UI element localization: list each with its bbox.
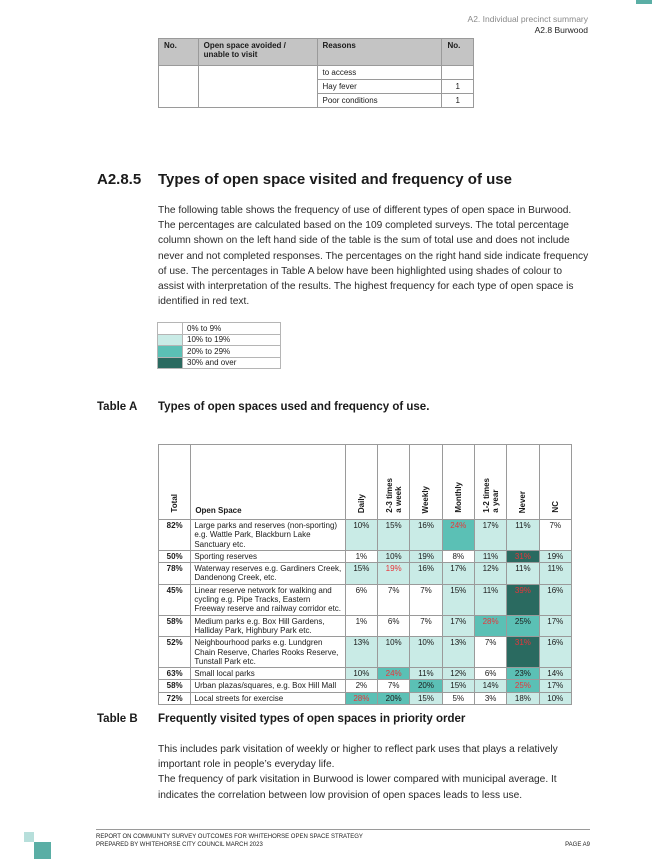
total-cell: 82%: [159, 520, 191, 551]
legend-label: 20% to 29%: [183, 346, 281, 358]
open-space-name: Large parks and reserves (non-sporting) e.g. Wattle Park, Blackburn Lake Sanctuary etc.: [191, 520, 345, 551]
frequency-cell: 11%: [507, 520, 539, 551]
frequency-cell: 15%: [442, 584, 474, 615]
col-header-open-space: Open space avoided / unable to visit: [198, 39, 317, 66]
avoided-open-space-table: [158, 38, 474, 108]
frequency-cell: 10%: [378, 637, 410, 668]
table-row: to access: [159, 66, 474, 80]
open-space-name: Medium parks e.g. Box Hill Gardens, Halliday Park, Highbury Park etc.: [191, 615, 345, 637]
frequency-cell: 7%: [474, 637, 506, 668]
col-header-open-space: Open Space: [191, 445, 345, 520]
legend-swatch: [158, 357, 183, 369]
total-cell: 58%: [159, 615, 191, 637]
table-row: [159, 550, 572, 562]
open-space-name: Small local parks: [191, 668, 345, 680]
col-header-total: Total: [159, 445, 191, 520]
frequency-cell: 20%: [410, 680, 442, 692]
col-header-never: Never: [507, 445, 539, 520]
frequency-cell: 16%: [410, 563, 442, 585]
frequency-cell: 25%: [507, 680, 539, 692]
frequency-cell: 17%: [474, 520, 506, 551]
frequency-cell: 15%: [410, 692, 442, 704]
frequency-cell: 17%: [539, 680, 571, 692]
legend-item: [158, 334, 281, 346]
legend-label: 30% and over: [183, 357, 281, 369]
legend-item: [158, 323, 281, 335]
table-header-row: [159, 445, 572, 520]
col-header-no: No.: [159, 39, 199, 66]
header-section: A2. Individual precinct summary: [467, 14, 588, 24]
footer-prepared-by: PREPARED BY WHITEHORSE CITY COUNCIL MARCH 2023: [96, 842, 263, 848]
total-cell: 45%: [159, 584, 191, 615]
table-row: [159, 637, 572, 668]
table-row: [159, 615, 572, 637]
frequency-cell: 39%: [507, 584, 539, 615]
frequency-of-use-table: [158, 444, 572, 705]
col-header-count: No.: [442, 39, 474, 66]
frequency-cell: 5%: [442, 692, 474, 704]
table-row: Hay fever 1: [159, 80, 474, 94]
open-space-name: Linear reserve network for walking and cycling e.g. Pipe Tracks, Eastern Freeway reserve and railway corridor etc.: [191, 584, 345, 615]
frequency-cell: 17%: [442, 563, 474, 585]
frequency-cell: 28%: [345, 692, 377, 704]
frequency-cell: 11%: [474, 584, 506, 615]
table-row: [159, 584, 572, 615]
open-space-name: Urban plazas/squares, e.g. Box Hill Mall: [191, 680, 345, 692]
frequency-cell: 15%: [345, 563, 377, 585]
frequency-cell: 7%: [378, 584, 410, 615]
table-a-label: Table A: [97, 401, 138, 413]
frequency-cell: 24%: [378, 668, 410, 680]
frequency-cell: 23%: [507, 668, 539, 680]
frequency-cell: 19%: [410, 550, 442, 562]
table-b-paragraphs: [158, 742, 590, 803]
legend-item: [158, 357, 281, 369]
table-b-title: Frequently visited types of open spaces in priority order: [158, 713, 466, 725]
frequency-cell: 6%: [474, 668, 506, 680]
frequency-cell: 7%: [410, 615, 442, 637]
corner-accent: [636, 0, 652, 4]
open-space-name: Sporting reserves: [191, 550, 345, 562]
frequency-cell: 13%: [345, 637, 377, 668]
table-row: Poor conditions 1: [159, 94, 474, 108]
legend-swatch: [158, 334, 183, 346]
frequency-cell: 31%: [507, 550, 539, 562]
section-paragraph: The following table shows the frequency of use of different types of open space in Burwood. The percentages are calculated based on the 109 completed surveys. The total percentage column shown on the left hand side of the table is the sum of total use and does not include never and not completed responses. The percentages on the right hand side indicate frequency of use. The percentages in Table A below have been highlighted using shades of colour to assist with interpretation of the results. The highest frequency for each type of open space is identified in red text.: [158, 205, 589, 308]
header-subsection: A2.8 Burwood: [534, 25, 588, 35]
legend-item: [158, 346, 281, 358]
frequency-cell: 14%: [539, 668, 571, 680]
footer-decor-square-small: [24, 832, 34, 842]
open-space-name: Neighbourhood parks e.g. Lundgren Chain Reserve, Charles Rooks Reserve, Tunstall Park etc.: [191, 637, 345, 668]
frequency-cell: 15%: [442, 680, 474, 692]
legend-swatch: [158, 346, 183, 358]
frequency-cell: 10%: [345, 520, 377, 551]
frequency-cell: 10%: [345, 668, 377, 680]
frequency-cell: 15%: [378, 520, 410, 551]
col-header-daily: Daily: [345, 445, 377, 520]
col-header-1-2-times-year: 1-2 times a year: [474, 445, 506, 520]
frequency-cell: 25%: [507, 615, 539, 637]
open-space-name: Local streets for exercise: [191, 692, 345, 704]
section-number: A2.8.5: [97, 171, 142, 188]
col-header-2-3-times-week: 2-3 times a week: [378, 445, 410, 520]
col-header-reasons: Reasons: [317, 39, 442, 66]
frequency-cell: 20%: [378, 692, 410, 704]
frequency-cell: 6%: [378, 615, 410, 637]
legend-label: 0% to 9%: [183, 323, 281, 335]
frequency-cell: 19%: [539, 550, 571, 562]
table-b-paragraph-2: The frequency of park visitation in Burwood is lower compared with municipal average. It indicates the correlation between low provision of open spaces leads to less use.: [158, 774, 557, 801]
frequency-cell: 19%: [378, 563, 410, 585]
frequency-cell: 16%: [539, 637, 571, 668]
open-space-name: Waterway reserves e.g. Gardiners Creek, Dandenong Creek, etc.: [191, 563, 345, 585]
frequency-cell: 18%: [507, 692, 539, 704]
frequency-cell: 10%: [378, 550, 410, 562]
frequency-cell: 6%: [345, 584, 377, 615]
legend-label: 10% to 19%: [183, 334, 281, 346]
total-cell: 50%: [159, 550, 191, 562]
total-cell: 72%: [159, 692, 191, 704]
legend-swatch: [158, 323, 183, 335]
frequency-cell: 11%: [539, 563, 571, 585]
frequency-cell: 10%: [539, 692, 571, 704]
frequency-cell: 8%: [442, 550, 474, 562]
frequency-cell: 14%: [474, 680, 506, 692]
footer-decor-square-large: [34, 842, 51, 859]
frequency-cell: 1%: [345, 615, 377, 637]
col-header-weekly: Weekly: [410, 445, 442, 520]
table-row: [159, 692, 572, 704]
frequency-cell: 13%: [442, 637, 474, 668]
frequency-cell: 7%: [378, 680, 410, 692]
table-a-title: Types of open spaces used and frequency of use.: [158, 401, 430, 413]
table-row: [159, 520, 572, 551]
colour-legend: [157, 322, 281, 369]
frequency-cell: 17%: [442, 615, 474, 637]
frequency-cell: 11%: [474, 550, 506, 562]
table-row: [159, 668, 572, 680]
footer-page-number: PAGE A9: [565, 842, 590, 848]
frequency-cell: 1%: [345, 550, 377, 562]
frequency-cell: 7%: [410, 584, 442, 615]
total-cell: 58%: [159, 680, 191, 692]
frequency-cell: 10%: [410, 637, 442, 668]
frequency-cell: 28%: [474, 615, 506, 637]
frequency-cell: 17%: [539, 615, 571, 637]
total-cell: 63%: [159, 668, 191, 680]
total-cell: 78%: [159, 563, 191, 585]
col-header-nc: NC: [539, 445, 571, 520]
frequency-cell: 24%: [442, 520, 474, 551]
col-header-monthly: Monthly: [442, 445, 474, 520]
frequency-cell: 7%: [539, 520, 571, 551]
frequency-cell: 16%: [539, 584, 571, 615]
table-row: [159, 680, 572, 692]
frequency-cell: 12%: [474, 563, 506, 585]
frequency-cell: 2%: [345, 680, 377, 692]
section-title: Types of open space visited and frequency of use: [158, 171, 512, 188]
footer-report-title: REPORT ON COMMUNITY SURVEY OUTCOMES FOR WHITEHORSE OPEN SPACE STRATEGY: [96, 834, 363, 840]
total-cell: 52%: [159, 637, 191, 668]
frequency-cell: 16%: [410, 520, 442, 551]
footer-divider: [96, 829, 590, 830]
table-row: [159, 563, 572, 585]
frequency-cell: 11%: [507, 563, 539, 585]
frequency-cell: 31%: [507, 637, 539, 668]
frequency-cell: 11%: [410, 668, 442, 680]
frequency-cell: 12%: [442, 668, 474, 680]
table-b-label: Table B: [97, 713, 138, 725]
table-b-paragraph-1: This includes park visitation of weekly or higher to reflect park uses that plays a relatively important role in people’s everyday life.: [158, 744, 558, 771]
frequency-cell: 3%: [474, 692, 506, 704]
